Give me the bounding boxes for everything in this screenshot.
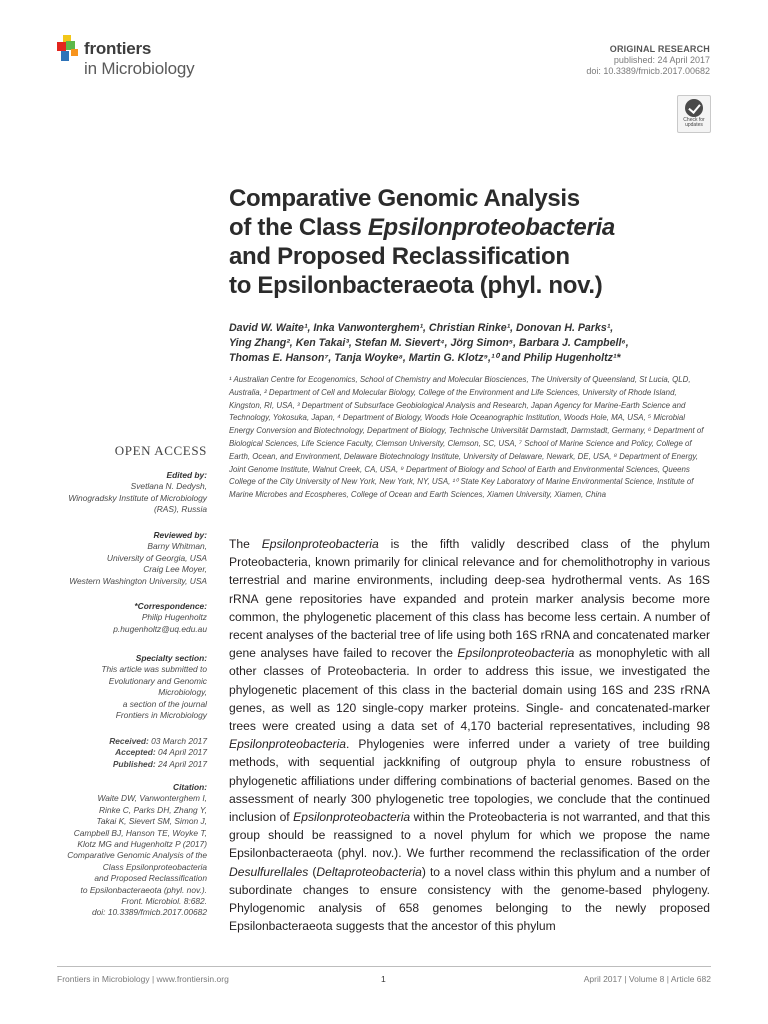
editor-line: Winogradsky Institute of Microbiology xyxy=(68,492,207,503)
editor-line: Svetlana N. Dedysh, xyxy=(130,481,207,492)
article-header xyxy=(586,44,710,77)
footer-divider xyxy=(57,966,711,967)
specialty-line: a section of the journal xyxy=(122,698,207,709)
published-date: published: 24 April 2017 xyxy=(613,55,710,65)
check-icon xyxy=(685,99,703,117)
citation-section xyxy=(50,782,207,919)
citation-line: Waite DW, Vanwonterghem I, xyxy=(97,793,207,804)
abstract: The Epsilonproteobacteria is the fifth validly described class of the phylum Proteobacteria, known primarily for clinical relevance and for chemolithotrophy in various terrestrial and marine environments, including deep-sea hydrothermal vents. As 16S rRNA gene repositories have expanded and protein marker analysis become more common, the phylogenetic placement of this class has become less certain. A number of recent analyses of the bacterial tree of life using both 16S rRNA and concatenated marker gene analyses have failed to recover the Epsilonproteobacteria as monophyletic with all other classes of Proteobacteria. In order to address this issue, we investigated the phylogenetic placement of this class in the bacterial domain using 16S and 23S rRNA genes, as well as 120 single-copy marker proteins. Single- and concatenated-marker trees were created using a data set of 4,170 bacterial representatives, including 98 Epsilonproteobacteria. Phylogenies were inferred under a variety of tree building methods, with sequential jackknifing of outgroup phyla to ensure robustness of phylogenetic affiliations under differing combinations of bacterial genomes. Based on the assessment of nearly 300 phylogenetic tree topologies, we conclude that the continued inclusion of Epsilonproteobacteria within the Proteobacteria is not warranted, and that this group should be reassigned to a novel phylum for which we propose the name Epsilonbacteraeota (phyl. nov.). We further recommend the reclassification of the order Desulfurellales (Deltaproteobacteria) to a novel class within this phylum and a number of subordinate changes to ensure consistency with the genome-based phylogeny. Phylogenomic analysis of 658 genomes belonging to the newly proposed Epsilonbacteraeota suggests that the ancestor of this phylum xyxy=(229,537,711,934)
author-list xyxy=(229,321,699,366)
frontiers-logo-icon xyxy=(57,35,81,63)
citation-line[interactable]: doi: 10.3389/fmicb.2017.00682 xyxy=(91,907,207,918)
correspondence-label: *Correspondence: xyxy=(134,601,207,611)
dates-section xyxy=(50,736,207,770)
reviewed-by-label: Reviewed by: xyxy=(153,530,207,540)
author-line: David W. Waite¹, Inka Vanwonterghem¹, Christian Rinke¹, Donovan H. Parks¹, xyxy=(229,322,614,334)
citation-line: Campbell BJ, Hanson TE, Woyke T, xyxy=(73,827,207,838)
check-for-updates-badge[interactable] xyxy=(677,95,711,133)
correspondence-email[interactable]: p.hugenholtz@uq.edu.au xyxy=(113,623,207,634)
reviewer-line: Barny Whitman, xyxy=(147,541,207,552)
title-line1: Comparative Genomic Analysis xyxy=(229,185,580,212)
accepted-date: Accepted: 04 April 2017 xyxy=(115,747,207,758)
check-for-updates-label: Check for updates xyxy=(683,117,705,128)
reviewer-line: Craig Lee Moyer, xyxy=(143,564,207,575)
journal-logo[interactable] xyxy=(57,35,237,85)
received-date: Received: 03 March 2017 xyxy=(109,736,207,746)
specialty-section xyxy=(50,653,207,721)
citation-line: Front. Microbiol. 8:682. xyxy=(121,896,207,907)
title-line3: and Proposed Reclassification xyxy=(229,243,570,270)
specialty-line: Frontiers in Microbiology xyxy=(115,710,207,721)
page-number: 1 xyxy=(381,974,386,984)
article-title xyxy=(229,184,709,300)
citation-line: to Epsilonbacteraeota (phyl. nov.). xyxy=(80,884,207,895)
citation-line: Takai K, Sievert SM, Simon J, xyxy=(96,816,207,827)
journal-name-line2: in Microbiology xyxy=(84,59,195,78)
correspondence-section xyxy=(50,601,207,635)
citation-line: Rinke C, Parks DH, Zhang Y, xyxy=(99,804,207,815)
citation-line: Klotz MG and Hugenholtz P (2017) xyxy=(77,839,207,850)
specialty-line: Evolutionary and Genomic xyxy=(108,675,207,686)
specialty-line: This article was submitted to xyxy=(101,664,207,675)
edited-by-section xyxy=(50,470,207,516)
footer-journal-link[interactable]: Frontiers in Microbiology | www.frontiersin.org xyxy=(57,974,229,984)
affiliations: ¹ Australian Centre for Ecogenomics, School of Chemistry and Molecular Biosciences, The University of Queensland, St Lucia, QLD, Australia, ² Department of Cell and Molecular Biology, College of the Environment and Life Sciences, University of Rhode Island, Kingston, RI, USA, ³ Department of Subsurface Geobiological Analysis and Research, Japan Agency for Marine-Earth Science and Technology, Yokosuka, Japan, ⁴ Department of Biology, Woods Hole Oceanographic Institution, Woods Hole, MA, USA, ⁵ Microbial Energy Conversion and Biotechnology, Department of Biology, Technische Universität Darmstadt, Darmstadt, Germany, ⁶ Department of Biological Sciences, Life Science Faculty, Clemson University, Clemson, SC, USA, ⁷ School of Marine Science and Policy, College of Earth, Ocean, and Environment, Delaware Biotechnology Institute, University of Delaware, Newark, DE, USA, ⁸ Department of Energy, Joint Genome Institute, Walnut Creek, CA, USA, ⁹ Department of Biology and School of Earth and Environmental Sciences, Queens College of the City University of New York, New York, NY, USA, ¹⁰ State Key Laboratory of Marine Environmental Science, Institute of Marine Microbes and Ecospheres, College of Ocean and Earth Sciences, Xiamen University, Xiamen, China xyxy=(229,375,704,500)
doi[interactable]: doi: 10.3389/fmicb.2017.00682 xyxy=(586,66,710,76)
published-date-side: Published: 24 April 2017 xyxy=(112,758,207,769)
citation-line: and Proposed Reclassification xyxy=(94,873,207,884)
citation-label: Citation: xyxy=(173,782,207,792)
open-access-label: OPEN ACCESS xyxy=(114,443,207,458)
article-type: ORIGINAL RESEARCH xyxy=(609,44,710,54)
reviewer-line: Western Washington University, USA xyxy=(69,575,207,586)
footer-issue-info: April 2017 | Volume 8 | Article 682 xyxy=(583,974,711,984)
correspondence-name: Philip Hugenholtz xyxy=(141,612,207,623)
specialty-label: Specialty section: xyxy=(135,653,207,663)
specialty-line: Microbiology, xyxy=(158,687,207,698)
author-line: Ying Zhang², Ken Takai³, Stefan M. Sievert⁴, Jörg Simon⁵, Barbara J. Campbell⁶, xyxy=(229,337,629,349)
editor-line: (RAS), Russia xyxy=(153,504,207,515)
title-line2: of the Class Epsilonproteobacteria xyxy=(229,214,615,241)
reviewer-line: University of Georgia, USA xyxy=(106,552,207,563)
citation-line: Class Epsilonproteobacteria xyxy=(102,861,207,872)
citation-line: Comparative Genomic Analysis of the xyxy=(67,850,207,861)
reviewed-by-section xyxy=(50,530,207,587)
journal-name-line1: frontiers xyxy=(84,39,152,58)
author-line: Thomas E. Hanson⁷, Tanja Woyke⁸, Martin G. Klotz⁹,¹⁰ and Philip Hugenholtz¹* xyxy=(229,352,621,364)
title-line4: to Epsilonbacteraeota (phyl. nov.) xyxy=(229,272,603,299)
edited-by-label: Edited by: xyxy=(166,470,207,480)
